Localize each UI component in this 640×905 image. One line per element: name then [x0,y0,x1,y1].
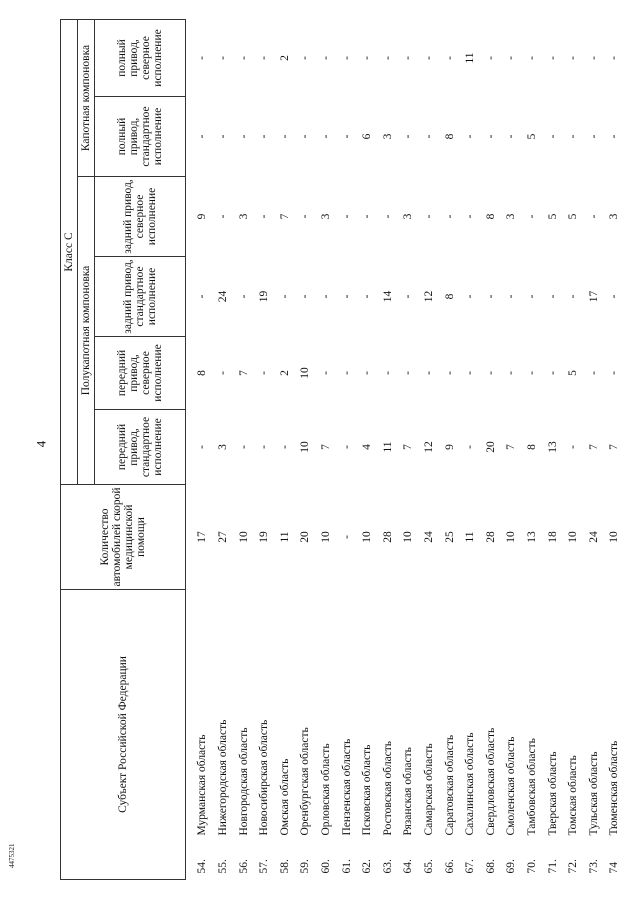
value-cell: 7 [505,444,518,450]
value-cell: - [196,134,209,139]
value-cell: 3 [381,133,394,140]
value-cell: - [278,134,291,139]
region-name: Томская область [567,755,580,836]
value-cell: - [546,134,559,139]
value-cell: - [381,214,394,219]
table-row [295,19,316,879]
table-header [61,19,186,879]
total-count-cell: 10 [608,531,621,543]
value-cell: - [464,294,477,299]
table-row [583,19,604,879]
row-number: 73. [587,859,600,874]
value-cell: - [484,371,497,375]
header-sub-6: полный привод, северное исполнение [95,19,186,96]
region-name: Смоленская область [505,736,518,836]
value-cell: - [587,214,600,219]
value-cell: - [505,294,518,299]
value-cell: 24 [217,290,230,303]
value-cell: - [443,371,456,375]
value-cell: - [237,445,250,449]
row-number: 70. [525,859,538,874]
value-cell: 10 [299,367,312,379]
table-row [316,19,337,879]
value-cell: 9 [196,213,209,220]
value-cell: - [525,56,538,60]
value-cell: - [258,371,271,375]
total-count-cell: 24 [587,531,600,543]
total-count-cell: 10 [361,531,374,543]
value-cell: - [422,56,435,60]
value-cell: - [299,56,312,60]
table-row [186,19,213,879]
region-name: Мурманская область [196,734,209,836]
header-class: Класс С [61,19,78,484]
value-cell: 3 [505,213,518,220]
table-row [439,19,460,879]
table-row [563,19,584,879]
value-cell: 20 [484,441,497,453]
header-count: Количество автомобилей скорой медицинской помощи [61,484,186,589]
region-name: Тамбовская область [525,738,538,836]
value-cell: 14 [381,290,394,303]
value-cell: - [340,214,353,219]
total-count-cell: 25 [443,531,456,543]
value-cell: - [196,56,209,60]
row-number: 65. [422,859,435,874]
value-cell: 11 [464,52,477,64]
table-row [604,19,625,879]
value-cell: 8 [525,444,538,450]
table-row [419,19,440,879]
row-number: 72. [567,859,580,874]
total-count-cell: 10 [237,531,250,543]
value-cell: - [505,371,518,375]
region-name: Омская область [278,758,291,836]
value-cell: - [217,214,230,219]
value-cell: - [443,56,456,60]
value-cell: - [299,214,312,219]
total-count-cell: 11 [278,531,291,543]
value-cell: 5 [546,213,559,220]
value-cell: - [237,56,250,60]
value-cell: - [299,134,312,139]
value-cell: - [608,134,621,139]
region-name: Рязанская область [402,747,415,836]
value-cell: - [464,371,477,375]
row-number: 71. [546,859,559,874]
total-count-cell: 19 [258,531,271,543]
table-row [336,19,357,879]
value-cell: - [608,371,621,375]
value-cell: - [258,214,271,219]
value-cell: - [464,134,477,139]
region-name: Новгородская область [237,727,250,836]
value-cell: - [340,294,353,299]
value-cell: - [402,294,415,299]
value-cell: 3 [217,444,230,450]
row-number: 61. [340,859,353,874]
total-count-cell: 10 [567,531,580,543]
region-name: Тульская область [587,751,600,836]
value-cell: - [340,56,353,60]
value-cell: 7 [278,213,291,220]
page-number: 4 [33,440,49,448]
table-row [213,19,234,879]
value-cell: 3 [608,213,621,220]
total-count-cell: 24 [422,531,435,543]
table-row [542,19,563,879]
table-row [275,19,296,879]
region-name: Самарская область [422,743,435,836]
header-subject: Субъект Российской Федерации [61,589,186,879]
value-cell: - [525,294,538,299]
table-row [377,19,398,879]
row-number: 58. [278,859,291,874]
header-sub-1: передний привод, стандартное исполнение [95,409,186,484]
total-count-cell: 18 [546,531,559,543]
region-name: Орловская область [319,743,332,836]
row-number: 62. [361,859,374,874]
total-count-cell: 27 [217,531,230,543]
value-cell: - [196,294,209,299]
value-cell: 13 [546,441,559,453]
total-count-cell: 28 [381,531,394,543]
value-cell: - [422,214,435,219]
value-cell: - [340,134,353,139]
region-name: Ростовская область [381,740,394,836]
value-cell: - [258,56,271,60]
region-name: Оренбургская область [299,727,312,836]
value-cell: - [464,445,477,449]
row-number: 55. [217,859,230,874]
row-number: 59. [299,859,312,874]
value-cell: - [258,134,271,139]
total-count-cell: 28 [484,531,497,543]
value-cell: - [567,445,580,449]
row-number: 56. [237,859,250,874]
value-cell: 7 [608,444,621,450]
row-number: 67. [464,859,477,874]
value-cell: 2 [278,55,291,61]
region-name: Саратовская область [443,734,456,836]
value-cell: 5 [567,213,580,220]
table-body [186,19,625,879]
value-cell: - [319,294,332,299]
value-cell: 4 [361,444,374,450]
value-cell: - [299,294,312,299]
header-sub-2: передний привод, северное исполнение [95,336,186,409]
header-hood: Капотная компоновка [78,19,95,176]
value-cell: - [237,294,250,299]
value-cell: 3 [319,213,332,220]
value-cell: - [525,214,538,219]
value-cell: - [546,371,559,375]
value-cell: - [237,134,250,139]
ambulance-distribution-table [60,19,625,880]
row-number: 64. [402,859,415,874]
table-row [357,19,378,879]
value-cell: - [319,134,332,139]
total-count-cell: 20 [299,531,312,543]
total-count-cell: 13 [525,531,538,543]
total-count-cell: 10 [505,531,518,543]
value-cell: - [484,134,497,139]
value-cell: - [464,214,477,219]
value-cell: 7 [319,444,332,450]
table-row [254,19,275,879]
region-name: Новосибирская область [258,719,271,836]
total-count-cell: 10 [319,531,332,543]
value-cell: - [361,56,374,60]
total-count-cell: 10 [402,531,415,543]
region-name: Тюменская область [608,740,621,836]
value-cell: - [422,371,435,375]
value-cell: - [319,56,332,60]
value-cell: 3 [237,213,250,220]
row-number: 66. [443,859,456,874]
value-cell: - [340,445,353,449]
value-cell: - [361,371,374,375]
value-cell: 3 [402,213,415,220]
value-cell: - [505,56,518,60]
value-cell: - [587,134,600,139]
value-cell: - [402,134,415,139]
value-cell: - [340,371,353,375]
value-cell: - [546,294,559,299]
value-cell: 12 [422,290,435,303]
header-sub-3: задний привод, стандартное исполнение [95,256,186,336]
row-number: 60. [319,859,332,874]
table-row [522,19,543,879]
row-number: 68. [484,859,497,874]
value-cell: - [546,56,559,60]
row-number: 57. [258,859,271,874]
value-cell: - [587,56,600,60]
document-code: 4475321 [8,843,16,868]
row-number: 74 [608,862,621,874]
table-row [460,19,481,879]
header-sub-5: полный привод, стандартное исполнение [95,96,186,176]
value-cell: 8 [196,370,209,376]
value-cell: - [196,445,209,449]
value-cell: - [217,56,230,60]
table-row [233,19,254,879]
value-cell: - [422,134,435,139]
region-name: Свердловская область [484,727,497,836]
total-count-cell: 11 [464,531,477,543]
table-row [501,19,522,879]
row-number: 63. [381,859,394,874]
value-cell: - [381,371,394,375]
value-cell: 17 [587,290,600,303]
region-name: Псковская область [361,744,374,836]
value-cell: - [608,56,621,60]
value-cell: 8 [443,133,456,140]
value-cell: 8 [484,213,497,220]
table-row [398,19,419,879]
value-cell: - [217,371,230,375]
value-cell: - [567,294,580,299]
value-cell: - [587,371,600,375]
value-cell: - [217,134,230,139]
value-cell: - [319,371,332,375]
value-cell: 7 [587,444,600,450]
region-name: Сахалинская область [464,732,477,836]
value-cell: 2 [278,370,291,376]
region-name: Пензенская область [340,738,353,836]
value-cell: - [381,56,394,60]
value-cell: 11 [381,441,394,453]
value-cell: - [567,134,580,139]
value-cell: 19 [258,290,271,303]
region-name: Нижегородская область [217,719,230,836]
value-cell: - [484,56,497,60]
total-count-cell: 17 [196,531,209,543]
value-cell: - [361,294,374,299]
region-name: Тверская область [546,751,559,836]
value-cell: - [608,294,621,299]
value-cell: - [525,371,538,375]
value-cell: 12 [422,441,435,453]
value-cell: - [505,134,518,139]
header-semi-hood: Полукапотная компоновка [78,176,95,484]
value-cell: - [484,294,497,299]
row-number: 69. [505,859,518,874]
value-cell: - [567,56,580,60]
rotated-table-container [60,20,640,880]
value-cell: 5 [525,133,538,140]
value-cell: - [278,445,291,449]
value-cell: - [443,214,456,219]
value-cell: 5 [567,370,580,376]
row-number: 54. [196,859,209,874]
value-cell: - [402,56,415,60]
value-cell: 6 [361,133,374,140]
value-cell: - [402,371,415,375]
total-count-cell: - [340,535,353,539]
value-cell: 7 [402,444,415,450]
value-cell: 7 [237,370,250,376]
value-cell: 9 [443,444,456,450]
header-sub-4: задний привод, северное исполнение [95,176,186,256]
value-cell: - [278,294,291,299]
table-row [480,19,501,879]
value-cell: - [361,214,374,219]
value-cell: 10 [299,441,312,453]
value-cell: 8 [443,293,456,300]
value-cell: - [258,445,271,449]
